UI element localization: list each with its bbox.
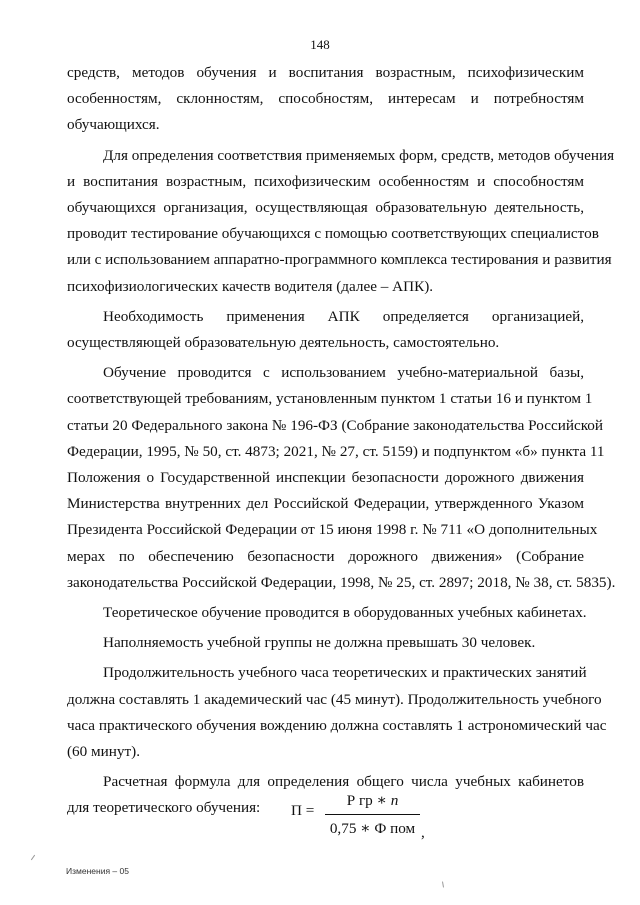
text-line: Федерации, 1995, № 50, ст. 4873; 2021, № 27, ст. 5159) и подпунктом «б» пункта 11 [67, 442, 605, 460]
paragraph [67, 60, 584, 139]
paragraph [67, 360, 616, 596]
formula-lhs: П = [291, 802, 315, 819]
text-line: и воспитания возрастным, психофизическим особенностям и способностям [67, 172, 584, 190]
footer-revision: Изменения – 05 [66, 866, 129, 876]
text-line: Наполняемость учебной группы не должна превышать 30 человек. [103, 634, 536, 652]
text-line: соответствующей требованиям, установленным пунктом 1 статьи 16 и пунктом 1 [67, 390, 593, 408]
text-line: проводит тестирование обучающихся с помощью соответствующих специалистов [67, 225, 599, 243]
text-line: или с использованием аппаратно-программного комплекса тестирования и развития [67, 251, 612, 269]
text-line: Обучение проводится с использованием учебно-материальной базы, [103, 364, 584, 382]
paragraph [67, 304, 584, 356]
paragraph [67, 143, 615, 300]
text-line: Теоретическое обучение проводится в оборудованных учебных кабинетах. [103, 604, 587, 622]
formula-trailing-comma: , [421, 824, 425, 841]
formula-numerator-main: Р гр [346, 792, 377, 809]
text-line: Для определения соответствия применяемых форм, средств, методов обучения [103, 146, 615, 164]
fraction-bar [325, 814, 420, 815]
text-line: обучающихся организация, осуществляющая образовательную деятельность, [67, 199, 584, 217]
text-line: психофизиологических качеств водителя (далее – АПК). [67, 277, 434, 295]
paragraph [67, 630, 584, 656]
formula-numerator-var: n [390, 792, 399, 809]
formula-fraction [325, 790, 420, 840]
text-line: Министерства внутренних дел Российской Федерации, утвержденного Указом [67, 495, 584, 513]
text-line: часа практического обучения вождению должна составлять 1 астрономический час [67, 716, 607, 734]
text-line: должна составлять 1 академический час (45 минут). Продолжительность учебного [67, 690, 602, 708]
paragraph [67, 600, 587, 626]
text-line: статьи 20 Федерального закона № 196-ФЗ (Собрание законодательства Российской [67, 416, 604, 434]
text-line: (60 минут). [67, 743, 140, 761]
text-line: Президента Российской Федерации от 15 июня 1998 г. № 711 «О дополнительных [67, 521, 598, 539]
text-line: мерах по обеспечению безопасности дорожного движения» (Собрание [67, 547, 584, 565]
text-line: Положения о Государственной инспекции безопасности дорожного движения [67, 469, 584, 487]
text-line: Необходимость применения АПК определяется организацией, [103, 307, 584, 325]
stray-mark [31, 855, 35, 860]
body-text [67, 60, 616, 822]
formula-numerator-op: ∗ [376, 792, 391, 809]
text-line: особенностям, склонностям, способностям, интересам и потребностям [67, 90, 584, 108]
text-line: Продолжительность учебного часа теоретических и практических занятий [103, 664, 587, 682]
stray-mark [442, 881, 444, 887]
page-number: 148 [310, 37, 330, 52]
text-line: для теоретического обучения: [67, 799, 261, 817]
text-line: законодательства Российской Федерации, 1998, № 25, ст. 2897; 2018, № 38, ст. 5835). [67, 573, 616, 591]
text-line: средств, методов обучения и воспитания возрастным, психофизическим [67, 64, 584, 81]
text-line: обучающихся. [67, 116, 160, 134]
text-line: осуществляющей образовательную деятельность, самостоятельно. [67, 334, 500, 352]
text-line: Расчетная формула для определения общего числа учебных кабинетов [103, 773, 584, 791]
formula-denominator: 0,75 ∗ Ф пом [329, 820, 416, 837]
formula-numerator [325, 790, 420, 812]
paragraph [67, 660, 607, 765]
